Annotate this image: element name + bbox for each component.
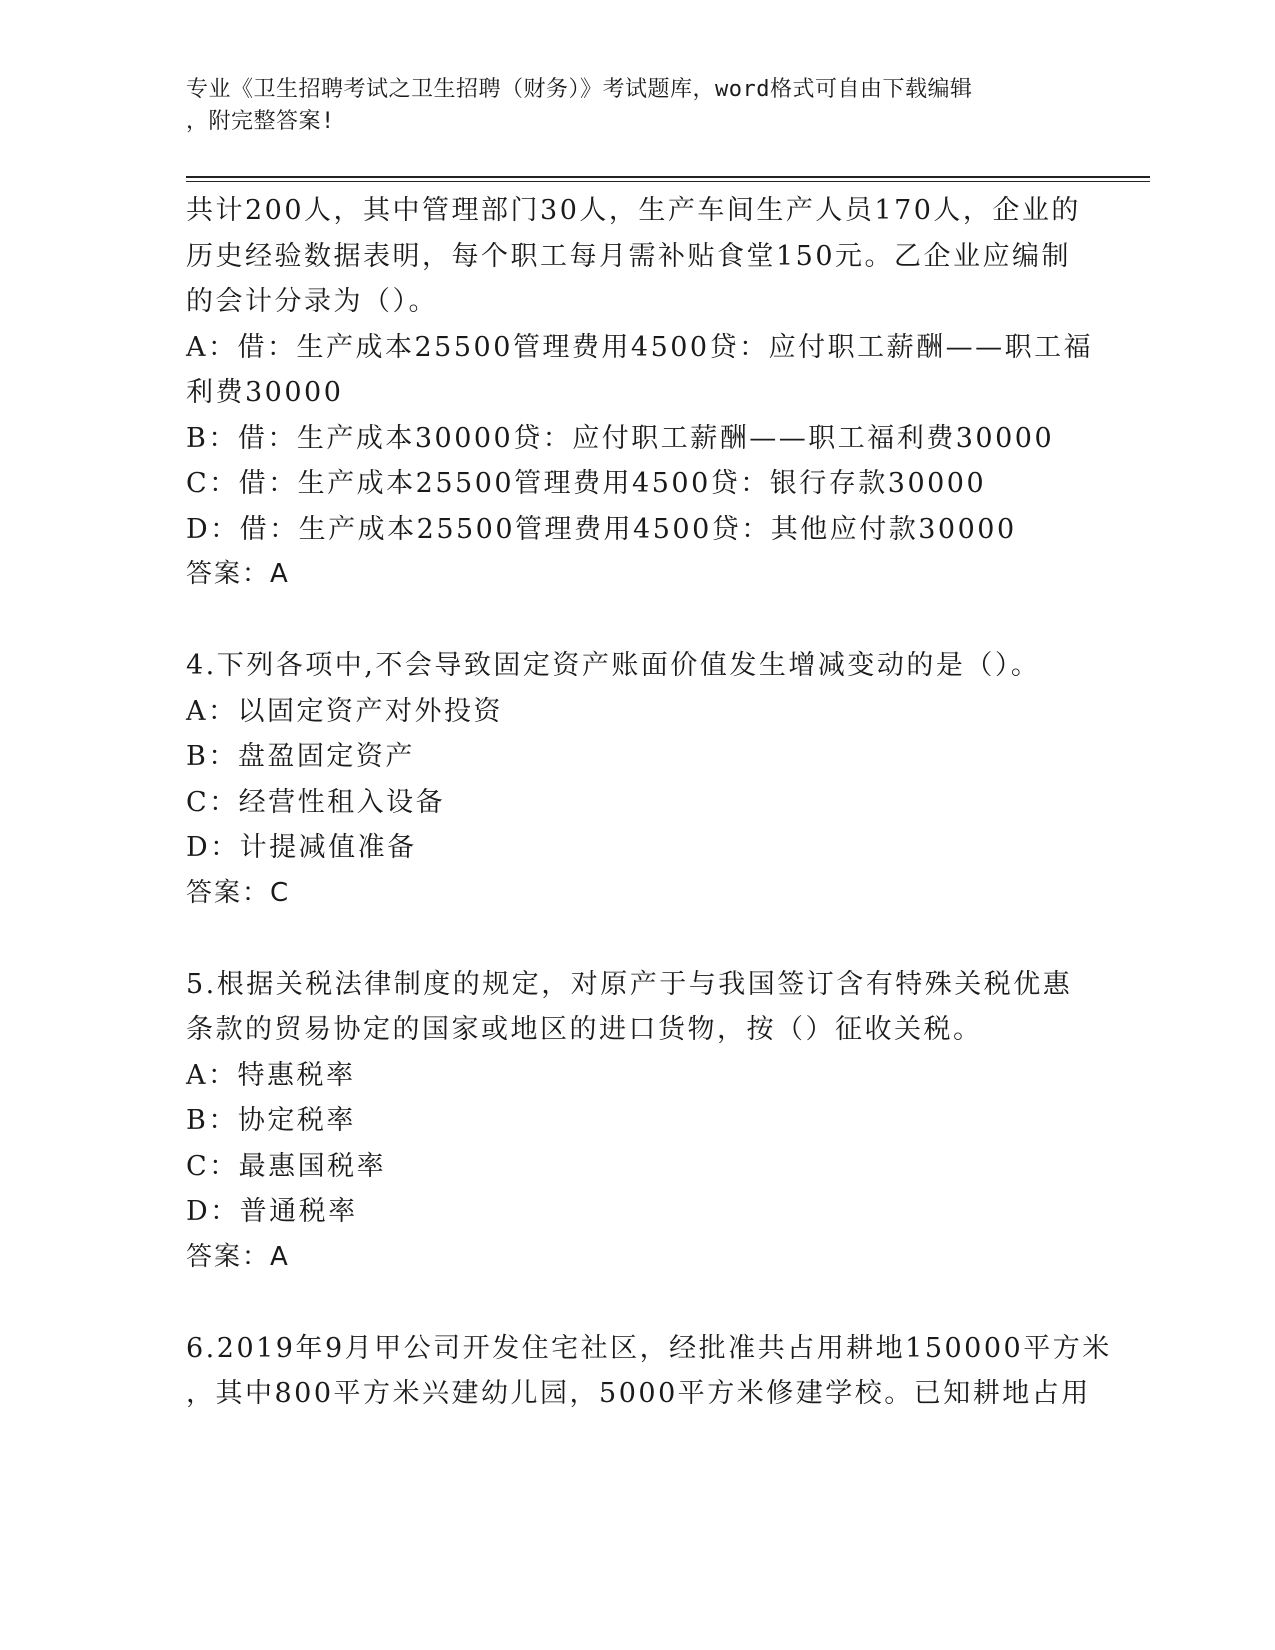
question-5-option-b: B：协定税率 (186, 1105, 356, 1136)
question-5-stem-line-1: 5.根据关税法律制度的规定，对原产于与我国签订含有特殊关税优惠 (186, 968, 1073, 1000)
question-5-option-c: C：最惠国税率 (186, 1150, 387, 1182)
question-3 (186, 188, 1094, 598)
question-5 (186, 962, 1086, 1281)
question-3-stem-line-3: 的会计分录为（）。 (186, 286, 438, 317)
question-3-stem-line-2: 历史经验数据表明，每个职工每月需补贴食堂150元。乙企业应编制 (186, 240, 1072, 272)
question-3-option-a-cont: 利费30000 (186, 377, 344, 408)
question-5-stem-line-2: 条款的贸易协定的国家或地区的进口货物，按（）征收关税。 (186, 1014, 983, 1045)
spacer (186, 916, 1086, 962)
question-3-option-d: D：借：生产成本25500管理费用4500贷：其他应付款30000 (186, 513, 1017, 545)
question-3-option-a: A：借：生产成本25500管理费用4500贷：应付职工薪酬——职工福 (186, 331, 1094, 363)
question-4-option-a: A：以固定资产对外投资 (186, 695, 503, 727)
question-4-option-b: B：盘盈固定资产 (186, 741, 415, 772)
document-header (186, 74, 1066, 138)
header-line-1: 专业《卫生招聘考试之卫生招聘（财务）》考试题库，word格式可自由下载编辑 (186, 77, 973, 102)
question-3-option-c: C：借：生产成本25500管理费用4500贷：银行存款30000 (186, 468, 987, 499)
header-line-2: ，附完整答案! (186, 109, 335, 134)
question-4-option-d: D：计提减值准备 (186, 832, 417, 863)
question-5-answer: 答案：A (186, 1241, 290, 1272)
question-5-option-a: A：特惠税率 (186, 1059, 356, 1091)
spacer (186, 598, 1086, 644)
question-4-option-c: C：经营性租入设备 (186, 786, 446, 818)
header-divider-thin (186, 181, 1150, 182)
question-6 (186, 1326, 1112, 1417)
question-4-answer: 答案：C (186, 877, 291, 908)
question-3-stem-line-1: 共计200人，其中管理部门30人，生产车间生产人员170人，企业的 (186, 195, 1081, 226)
question-3-option-b: B：借：生产成本30000贷：应付职工薪酬——职工福利费30000 (186, 422, 1055, 454)
question-5-option-d: D：普通税率 (186, 1196, 358, 1227)
spacer (186, 1280, 1086, 1326)
question-6-stem-line-1: 6.2019年9月甲公司开发住宅社区，经批准共占用耕地150000平方米 (186, 1332, 1112, 1364)
question-list (186, 188, 1112, 1417)
header-divider-thick (186, 176, 1150, 178)
question-6-stem-line-2: ，其中800平方米兴建幼儿园，5000平方米修建学校。已知耕地占用 (186, 1378, 1091, 1409)
question-4-stem: 4.下列各项中,不会导致固定资产账面价值发生增减变动的是（）。 (186, 650, 1041, 681)
question-3-answer: 答案：A (186, 559, 290, 589)
question-4 (186, 643, 1086, 916)
